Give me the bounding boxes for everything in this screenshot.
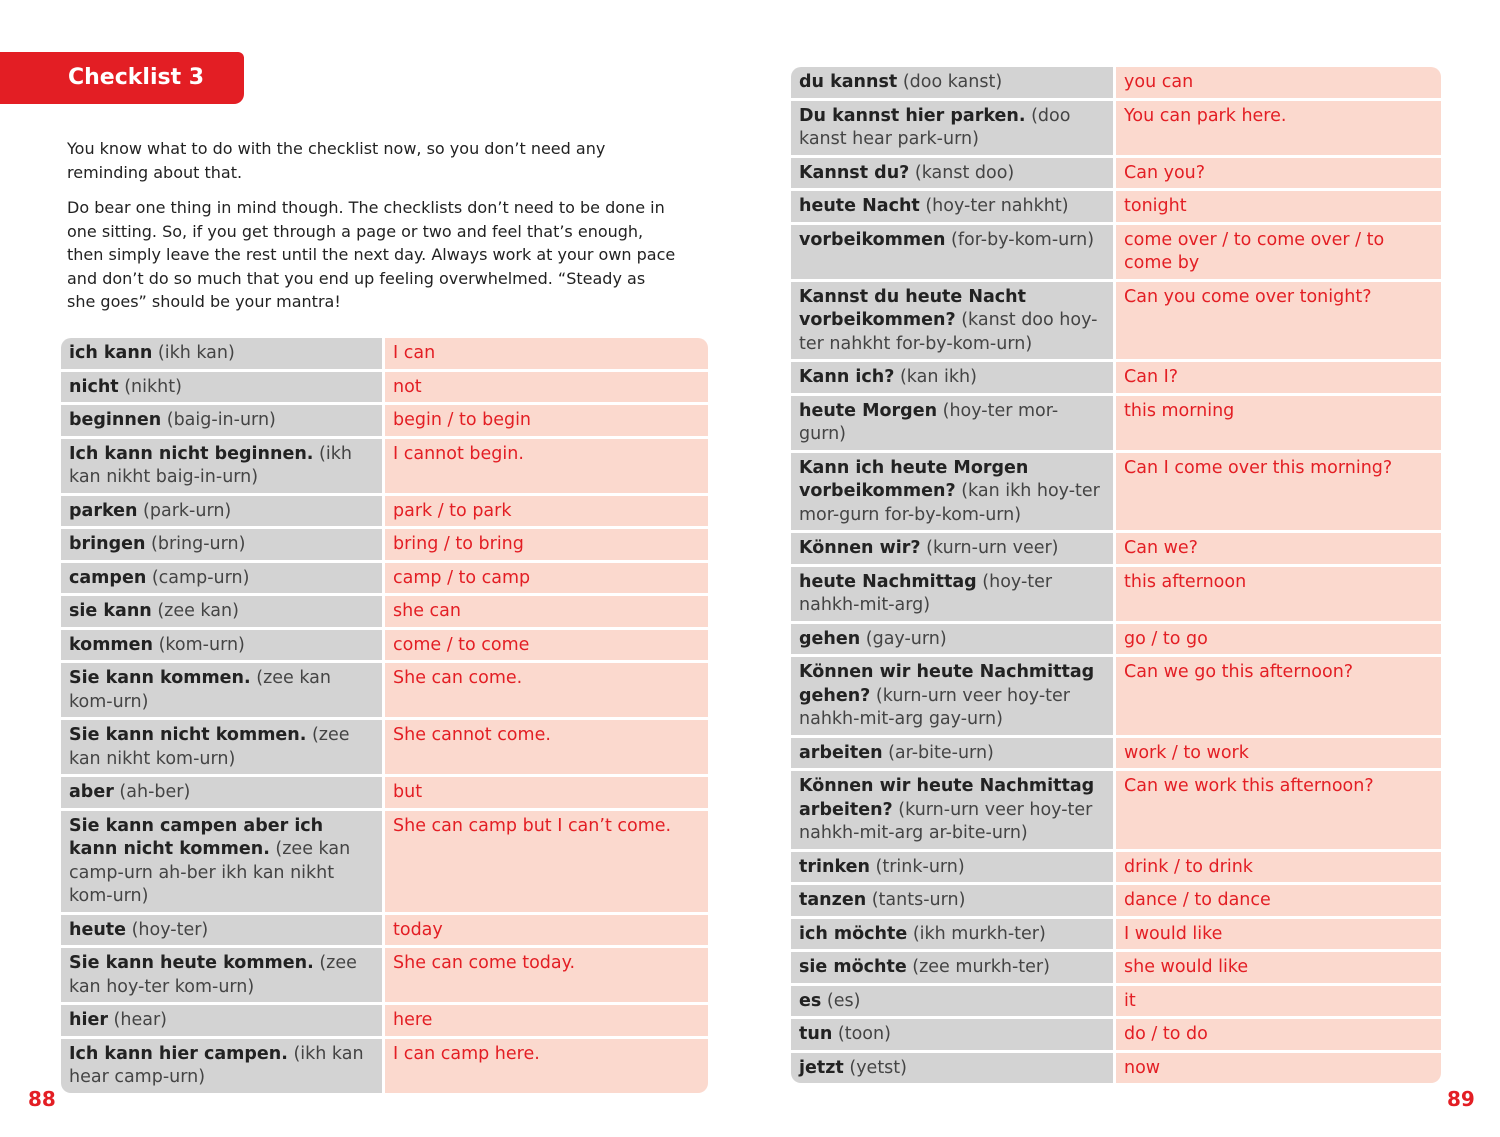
german-word: Kann ich heute Morgen vorbeikommen? bbox=[799, 457, 1029, 501]
pronunciation: (for-by-kom-urn) bbox=[951, 229, 1095, 250]
vocab-table-left bbox=[61, 338, 708, 1093]
german-word: Kannst du heute Nacht vorbeikommen? bbox=[799, 286, 1027, 330]
vocab-row bbox=[61, 372, 708, 406]
pronunciation: (hoy-ter nahkht) bbox=[925, 196, 1069, 216]
german-word: Können wir heute Nachmittag gehen? bbox=[799, 662, 1095, 706]
english-translation: you can bbox=[1116, 67, 1441, 101]
german-word: arbeiten bbox=[799, 742, 883, 763]
german-word: parken bbox=[69, 500, 138, 521]
german-cell bbox=[61, 338, 385, 372]
vocab-row bbox=[791, 771, 1441, 852]
pronunciation: (bring-urn) bbox=[151, 534, 246, 554]
german-cell bbox=[791, 771, 1116, 852]
german-cell bbox=[61, 563, 385, 597]
pronunciation: (ikh murkh-ter) bbox=[912, 923, 1046, 944]
vocab-row bbox=[791, 1053, 1441, 1084]
english-translation: She can come. bbox=[385, 663, 708, 720]
german-word: Kannst du? bbox=[799, 162, 910, 183]
english-translation: this morning bbox=[1116, 396, 1441, 453]
german-cell bbox=[791, 396, 1116, 453]
english-translation: I can bbox=[385, 338, 708, 372]
german-word: Können wir heute Nachmittag arbeiten? bbox=[799, 776, 1095, 820]
german-word: Können wir? bbox=[799, 538, 921, 558]
german-cell bbox=[61, 811, 385, 915]
german-cell bbox=[791, 101, 1116, 158]
german-cell bbox=[61, 663, 385, 720]
english-translation: Can you? bbox=[1116, 158, 1441, 192]
german-word: trinken bbox=[799, 856, 870, 877]
german-word: ich möchte bbox=[799, 923, 908, 944]
pronunciation: (zee kan hoy-ter kom-urn) bbox=[69, 953, 357, 997]
vocab-row bbox=[61, 663, 708, 720]
pronunciation: (yetst) bbox=[849, 1057, 907, 1078]
english-translation: come over / to come over / to come by bbox=[1116, 225, 1441, 282]
german-cell bbox=[791, 191, 1116, 225]
english-translation: she can bbox=[385, 596, 708, 630]
german-cell bbox=[791, 1019, 1116, 1053]
vocab-row bbox=[791, 657, 1441, 738]
german-cell bbox=[791, 158, 1116, 192]
vocab-row bbox=[791, 362, 1441, 396]
pronunciation: (ikh kan hear camp-urn) bbox=[69, 1043, 364, 1087]
vocab-row bbox=[61, 529, 708, 563]
english-translation: She can come today. bbox=[385, 948, 708, 1005]
german-word: heute Nachmittag bbox=[799, 571, 977, 592]
pronunciation: (kan ikh hoy-ter mor-gurn for-by-kom-urn) bbox=[799, 481, 1100, 525]
german-word: Kann ich? bbox=[799, 367, 895, 387]
vocab-row bbox=[61, 777, 708, 811]
pronunciation: (kom-urn) bbox=[158, 634, 245, 655]
german-cell bbox=[791, 453, 1116, 534]
german-word: sie kann bbox=[69, 601, 152, 621]
vocab-row bbox=[791, 952, 1441, 986]
german-word: Sie kann kommen. bbox=[69, 668, 251, 688]
pronunciation: (ah-ber) bbox=[119, 782, 191, 802]
german-cell bbox=[791, 1053, 1116, 1084]
english-translation: Can I come over this morning? bbox=[1116, 453, 1441, 534]
pronunciation: (park-urn) bbox=[143, 500, 232, 521]
vocab-row bbox=[61, 439, 708, 496]
vocab-row bbox=[791, 225, 1441, 282]
german-word: Ich kann hier campen. bbox=[69, 1043, 288, 1064]
german-cell bbox=[791, 852, 1116, 886]
pronunciation: (nikht) bbox=[124, 376, 182, 397]
german-cell bbox=[61, 496, 385, 530]
english-translation: dance / to dance bbox=[1116, 885, 1441, 919]
vocab-row bbox=[61, 496, 708, 530]
pronunciation: (kan ikh) bbox=[899, 367, 977, 387]
german-cell bbox=[61, 405, 385, 439]
vocab-row bbox=[791, 191, 1441, 225]
english-translation: I would like bbox=[1116, 919, 1441, 953]
german-word: Sie kann nicht kommen. bbox=[69, 725, 307, 745]
vocab-row bbox=[791, 738, 1441, 772]
pronunciation: (ikh kan) bbox=[157, 343, 235, 363]
vocab-row bbox=[61, 630, 708, 664]
vocab-row bbox=[61, 1005, 708, 1039]
page-number-right: 89 bbox=[1447, 1087, 1475, 1111]
english-translation: bring / to bring bbox=[385, 529, 708, 563]
german-cell bbox=[61, 529, 385, 563]
german-cell bbox=[791, 362, 1116, 396]
german-word: heute Morgen bbox=[799, 400, 938, 421]
german-word: ich kann bbox=[69, 343, 153, 363]
vocab-row bbox=[61, 338, 708, 372]
german-word: tanzen bbox=[799, 890, 867, 910]
pronunciation: (zee kan) bbox=[157, 601, 239, 621]
german-cell bbox=[61, 777, 385, 811]
pronunciation: (zee kan camp-urn ah-ber ikh kan nikht kom-urn) bbox=[69, 839, 351, 906]
german-cell bbox=[61, 596, 385, 630]
english-translation: tonight bbox=[1116, 191, 1441, 225]
german-word: nicht bbox=[69, 376, 119, 397]
vocab-row bbox=[791, 624, 1441, 658]
german-word: vorbeikommen bbox=[799, 229, 946, 250]
english-translation: here bbox=[385, 1005, 708, 1039]
pronunciation: (kurn-urn veer hoy-ter nahkh-mit-arg gay-urn) bbox=[799, 685, 1070, 729]
english-translation: work / to work bbox=[1116, 738, 1441, 772]
german-cell bbox=[791, 67, 1116, 101]
english-translation: park / to park bbox=[385, 496, 708, 530]
english-translation: She cannot come. bbox=[385, 720, 708, 777]
pronunciation: (hoy-ter) bbox=[131, 919, 209, 940]
pronunciation: (zee kan kom-urn) bbox=[69, 668, 332, 712]
vocab-row bbox=[791, 885, 1441, 919]
german-cell bbox=[791, 919, 1116, 953]
german-word: heute bbox=[69, 919, 127, 940]
german-cell bbox=[791, 533, 1116, 567]
german-cell bbox=[791, 952, 1116, 986]
vocab-row bbox=[61, 915, 708, 949]
english-translation: I cannot begin. bbox=[385, 439, 708, 496]
english-translation: not bbox=[385, 372, 708, 406]
german-cell bbox=[61, 630, 385, 664]
german-word: hier bbox=[69, 1010, 108, 1030]
vocab-row bbox=[61, 1039, 708, 1093]
vocab-row bbox=[791, 453, 1441, 534]
pronunciation: (hear) bbox=[113, 1010, 167, 1030]
pronunciation: (zee kan nikht kom-urn) bbox=[69, 725, 350, 769]
vocab-row bbox=[61, 720, 708, 777]
english-translation: You can park here. bbox=[1116, 101, 1441, 158]
vocab-row bbox=[61, 405, 708, 439]
pronunciation: (doo kanst) bbox=[902, 72, 1003, 92]
german-cell bbox=[61, 1005, 385, 1039]
vocab-row bbox=[791, 533, 1441, 567]
english-translation: today bbox=[385, 915, 708, 949]
vocab-row bbox=[791, 282, 1441, 363]
pronunciation: (ikh kan nikht baig-in-urn) bbox=[69, 443, 352, 487]
pronunciation: (ar-bite-urn) bbox=[888, 742, 994, 763]
vocab-row bbox=[61, 563, 708, 597]
german-cell bbox=[791, 986, 1116, 1020]
english-translation: do / to do bbox=[1116, 1019, 1441, 1053]
pronunciation: (baig-in-urn) bbox=[166, 410, 276, 430]
german-cell bbox=[61, 915, 385, 949]
german-word: jetzt bbox=[799, 1057, 844, 1078]
english-translation: now bbox=[1116, 1053, 1441, 1084]
english-translation: She can camp but I can’t come. bbox=[385, 811, 708, 915]
vocab-row bbox=[791, 1019, 1441, 1053]
german-cell bbox=[61, 1039, 385, 1093]
english-translation: she would like bbox=[1116, 952, 1441, 986]
german-cell bbox=[791, 657, 1116, 738]
german-word: Sie kann campen aber ich kann nicht kommen. bbox=[69, 815, 324, 859]
english-translation: Can we go this afternoon? bbox=[1116, 657, 1441, 738]
german-cell bbox=[791, 567, 1116, 624]
german-word: aber bbox=[69, 782, 114, 802]
vocab-row bbox=[791, 67, 1441, 101]
vocab-row bbox=[791, 158, 1441, 192]
english-translation: camp / to camp bbox=[385, 563, 708, 597]
pronunciation: (tants-urn) bbox=[871, 890, 966, 910]
pronunciation: (hoy-ter mor-gurn) bbox=[799, 400, 1059, 444]
german-word: Ich kann nicht beginnen. bbox=[69, 443, 314, 464]
pronunciation: (toon) bbox=[837, 1024, 891, 1044]
german-word: sie möchte bbox=[799, 957, 907, 977]
english-translation: go / to go bbox=[1116, 624, 1441, 658]
intro-text bbox=[67, 137, 677, 326]
pronunciation: (hoy-ter nahkh-mit-arg) bbox=[799, 571, 1053, 615]
english-translation: drink / to drink bbox=[1116, 852, 1441, 886]
pronunciation: (gay-urn) bbox=[865, 628, 947, 649]
pronunciation: (doo kanst hear park-urn) bbox=[799, 105, 1071, 149]
german-cell bbox=[791, 624, 1116, 658]
german-cell bbox=[791, 225, 1116, 282]
pronunciation: (trink-urn) bbox=[875, 856, 965, 877]
pronunciation: (es) bbox=[826, 990, 861, 1011]
vocab-table-right bbox=[791, 67, 1441, 1083]
german-word: kommen bbox=[69, 634, 153, 655]
vocab-row bbox=[61, 948, 708, 1005]
german-word: Sie kann heute kommen. bbox=[69, 953, 314, 973]
intro-paragraph-1: You know what to do with the checklist now, so you don’t need any reminding about that. bbox=[67, 139, 606, 182]
page-number-left: 88 bbox=[28, 1087, 56, 1111]
english-translation: Can we work this afternoon? bbox=[1116, 771, 1441, 852]
english-translation: come / to come bbox=[385, 630, 708, 664]
german-word: gehen bbox=[799, 628, 861, 649]
pronunciation: (camp-urn) bbox=[151, 567, 250, 588]
german-cell bbox=[61, 948, 385, 1005]
vocab-row bbox=[791, 852, 1441, 886]
checklist-heading: Checklist 3 bbox=[0, 52, 244, 104]
german-word: campen bbox=[69, 567, 147, 588]
german-cell bbox=[61, 372, 385, 406]
vocab-row bbox=[61, 811, 708, 915]
english-translation: Can you come over tonight? bbox=[1116, 282, 1441, 363]
german-word: Du kannst hier parken. bbox=[799, 105, 1026, 126]
german-cell bbox=[791, 885, 1116, 919]
vocab-row bbox=[791, 101, 1441, 158]
english-translation: Can I? bbox=[1116, 362, 1441, 396]
english-translation: but bbox=[385, 777, 708, 811]
english-translation: it bbox=[1116, 986, 1441, 1020]
pronunciation: (kanst doo) bbox=[914, 162, 1015, 183]
pronunciation: (kurn-urn veer hoy-ter nahkh-mit-arg ar-bite-urn) bbox=[799, 799, 1093, 843]
german-word: es bbox=[799, 990, 822, 1011]
vocab-row bbox=[791, 567, 1441, 624]
vocab-row bbox=[791, 986, 1441, 1020]
pronunciation: (kanst doo hoy-ter nahkht for-by-kom-urn) bbox=[799, 310, 1098, 354]
intro-paragraph-2: Do bear one thing in mind though. The checklists don’t need to be done in one sitting. So, if you get through a page or two and feel that’s enough, then simply leave the rest until the next day. Always work at your own pace and don’t do so much that you end up feeling overwhelmed. “Steady as she goes” should be your mantra! bbox=[67, 198, 676, 311]
german-word: tun bbox=[799, 1024, 833, 1044]
german-cell bbox=[791, 738, 1116, 772]
german-word: bringen bbox=[69, 534, 146, 554]
german-cell bbox=[791, 282, 1116, 363]
english-translation: I can camp here. bbox=[385, 1039, 708, 1093]
german-word: beginnen bbox=[69, 410, 162, 430]
english-translation: begin / to begin bbox=[385, 405, 708, 439]
german-word: heute Nacht bbox=[799, 196, 920, 216]
german-word: du kannst bbox=[799, 72, 898, 92]
vocab-row bbox=[791, 919, 1441, 953]
english-translation: this afternoon bbox=[1116, 567, 1441, 624]
vocab-row bbox=[61, 596, 708, 630]
pronunciation: (zee murkh-ter) bbox=[912, 957, 1050, 977]
pronunciation: (kurn-urn veer) bbox=[926, 538, 1059, 558]
english-translation: Can we? bbox=[1116, 533, 1441, 567]
german-cell bbox=[61, 720, 385, 777]
vocab-row bbox=[791, 396, 1441, 453]
german-cell bbox=[61, 439, 385, 496]
